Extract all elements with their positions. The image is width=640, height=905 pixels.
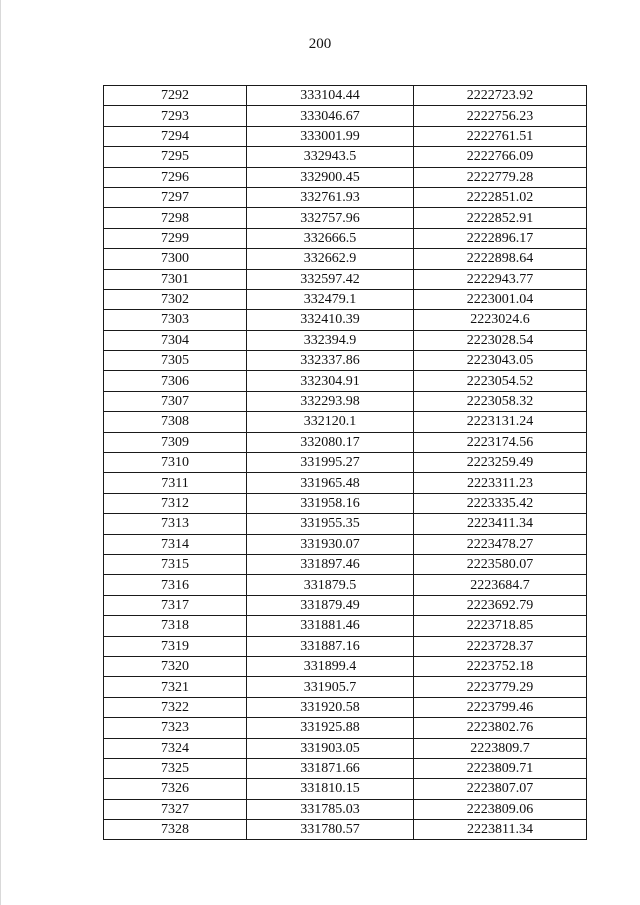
x-coordinate-cell: 332943.5 bbox=[247, 147, 414, 167]
y-coordinate-cell: 2222898.64 bbox=[414, 249, 587, 269]
page-left-edge bbox=[0, 0, 1, 905]
y-coordinate-cell: 2222756.23 bbox=[414, 106, 587, 126]
x-coordinate-cell: 331965.48 bbox=[247, 473, 414, 493]
x-coordinate-cell: 331780.57 bbox=[247, 820, 414, 840]
table-row bbox=[104, 554, 587, 574]
x-coordinate-cell: 332337.86 bbox=[247, 351, 414, 371]
y-coordinate-cell: 2223028.54 bbox=[414, 330, 587, 350]
x-coordinate-cell: 332293.98 bbox=[247, 391, 414, 411]
y-coordinate-cell: 2223174.56 bbox=[414, 432, 587, 452]
x-coordinate-cell: 333104.44 bbox=[247, 86, 414, 106]
table-row bbox=[104, 351, 587, 371]
table-row bbox=[104, 575, 587, 595]
y-coordinate-cell: 2223058.32 bbox=[414, 391, 587, 411]
point-number-cell: 7301 bbox=[104, 269, 247, 289]
y-coordinate-cell: 2223684.7 bbox=[414, 575, 587, 595]
point-number-cell: 7310 bbox=[104, 453, 247, 473]
point-number-cell: 7316 bbox=[104, 575, 247, 595]
x-coordinate-cell: 332597.42 bbox=[247, 269, 414, 289]
y-coordinate-cell: 2223692.79 bbox=[414, 595, 587, 615]
table-row bbox=[104, 371, 587, 391]
table-row bbox=[104, 758, 587, 778]
x-coordinate-cell: 332666.5 bbox=[247, 228, 414, 248]
y-coordinate-cell: 2223809.06 bbox=[414, 799, 587, 819]
table-row bbox=[104, 779, 587, 799]
y-coordinate-cell: 2223809.71 bbox=[414, 758, 587, 778]
point-number-cell: 7295 bbox=[104, 147, 247, 167]
x-coordinate-cell: 331810.15 bbox=[247, 779, 414, 799]
point-number-cell: 7312 bbox=[104, 493, 247, 513]
y-coordinate-cell: 2222851.02 bbox=[414, 187, 587, 207]
y-coordinate-cell: 2223411.34 bbox=[414, 514, 587, 534]
y-coordinate-cell: 2223752.18 bbox=[414, 656, 587, 676]
x-coordinate-cell: 331925.88 bbox=[247, 718, 414, 738]
x-coordinate-cell: 332900.45 bbox=[247, 167, 414, 187]
x-coordinate-cell: 331879.5 bbox=[247, 575, 414, 595]
y-coordinate-cell: 2222723.92 bbox=[414, 86, 587, 106]
table-row bbox=[104, 677, 587, 697]
point-number-cell: 7304 bbox=[104, 330, 247, 350]
point-number-cell: 7293 bbox=[104, 106, 247, 126]
x-coordinate-cell: 332120.1 bbox=[247, 412, 414, 432]
coordinates-table bbox=[103, 85, 587, 840]
x-coordinate-cell: 331881.46 bbox=[247, 616, 414, 636]
y-coordinate-cell: 2223580.07 bbox=[414, 554, 587, 574]
table-row bbox=[104, 228, 587, 248]
point-number-cell: 7328 bbox=[104, 820, 247, 840]
y-coordinate-cell: 2222779.28 bbox=[414, 167, 587, 187]
y-coordinate-cell: 2223001.04 bbox=[414, 289, 587, 309]
point-number-cell: 7307 bbox=[104, 391, 247, 411]
table-row bbox=[104, 310, 587, 330]
table-row bbox=[104, 86, 587, 106]
y-coordinate-cell: 2223799.46 bbox=[414, 697, 587, 717]
point-number-cell: 7305 bbox=[104, 351, 247, 371]
y-coordinate-cell: 2223809.7 bbox=[414, 738, 587, 758]
point-number-cell: 7326 bbox=[104, 779, 247, 799]
x-coordinate-cell: 331903.05 bbox=[247, 738, 414, 758]
y-coordinate-cell: 2223054.52 bbox=[414, 371, 587, 391]
point-number-cell: 7294 bbox=[104, 126, 247, 146]
y-coordinate-cell: 2222943.77 bbox=[414, 269, 587, 289]
table-row bbox=[104, 432, 587, 452]
y-coordinate-cell: 2223024.6 bbox=[414, 310, 587, 330]
table-row bbox=[104, 126, 587, 146]
coordinates-table-body bbox=[104, 86, 587, 840]
x-coordinate-cell: 331879.49 bbox=[247, 595, 414, 615]
x-coordinate-cell: 333001.99 bbox=[247, 126, 414, 146]
x-coordinate-cell: 331920.58 bbox=[247, 697, 414, 717]
point-number-cell: 7302 bbox=[104, 289, 247, 309]
x-coordinate-cell: 332757.96 bbox=[247, 208, 414, 228]
point-number-cell: 7324 bbox=[104, 738, 247, 758]
table-row bbox=[104, 493, 587, 513]
point-number-cell: 7300 bbox=[104, 249, 247, 269]
table-row bbox=[104, 147, 587, 167]
table-row bbox=[104, 616, 587, 636]
x-coordinate-cell: 331930.07 bbox=[247, 534, 414, 554]
y-coordinate-cell: 2223478.27 bbox=[414, 534, 587, 554]
x-coordinate-cell: 331995.27 bbox=[247, 453, 414, 473]
point-number-cell: 7319 bbox=[104, 636, 247, 656]
table-row bbox=[104, 167, 587, 187]
y-coordinate-cell: 2223131.24 bbox=[414, 412, 587, 432]
x-coordinate-cell: 332479.1 bbox=[247, 289, 414, 309]
point-number-cell: 7314 bbox=[104, 534, 247, 554]
point-number-cell: 7296 bbox=[104, 167, 247, 187]
point-number-cell: 7321 bbox=[104, 677, 247, 697]
table-row bbox=[104, 514, 587, 534]
y-coordinate-cell: 2222852.91 bbox=[414, 208, 587, 228]
point-number-cell: 7327 bbox=[104, 799, 247, 819]
y-coordinate-cell: 2223311.23 bbox=[414, 473, 587, 493]
x-coordinate-cell: 331905.7 bbox=[247, 677, 414, 697]
table-row bbox=[104, 738, 587, 758]
point-number-cell: 7315 bbox=[104, 554, 247, 574]
x-coordinate-cell: 331887.16 bbox=[247, 636, 414, 656]
table-row bbox=[104, 697, 587, 717]
y-coordinate-cell: 2222761.51 bbox=[414, 126, 587, 146]
x-coordinate-cell: 333046.67 bbox=[247, 106, 414, 126]
point-number-cell: 7297 bbox=[104, 187, 247, 207]
y-coordinate-cell: 2223335.42 bbox=[414, 493, 587, 513]
x-coordinate-cell: 332394.9 bbox=[247, 330, 414, 350]
y-coordinate-cell: 2223802.76 bbox=[414, 718, 587, 738]
point-number-cell: 7318 bbox=[104, 616, 247, 636]
point-number-cell: 7298 bbox=[104, 208, 247, 228]
x-coordinate-cell: 331955.35 bbox=[247, 514, 414, 534]
point-number-cell: 7322 bbox=[104, 697, 247, 717]
x-coordinate-cell: 331899.4 bbox=[247, 656, 414, 676]
table-row bbox=[104, 718, 587, 738]
point-number-cell: 7320 bbox=[104, 656, 247, 676]
y-coordinate-cell: 2223259.49 bbox=[414, 453, 587, 473]
point-number-cell: 7299 bbox=[104, 228, 247, 248]
table-row bbox=[104, 269, 587, 289]
y-coordinate-cell: 2223811.34 bbox=[414, 820, 587, 840]
point-number-cell: 7313 bbox=[104, 514, 247, 534]
table-row bbox=[104, 391, 587, 411]
y-coordinate-cell: 2222766.09 bbox=[414, 147, 587, 167]
table-row bbox=[104, 412, 587, 432]
table-row bbox=[104, 820, 587, 840]
x-coordinate-cell: 332662.9 bbox=[247, 249, 414, 269]
x-coordinate-cell: 331897.46 bbox=[247, 554, 414, 574]
x-coordinate-cell: 332080.17 bbox=[247, 432, 414, 452]
table-row bbox=[104, 453, 587, 473]
table-row bbox=[104, 636, 587, 656]
point-number-cell: 7292 bbox=[104, 86, 247, 106]
point-number-cell: 7309 bbox=[104, 432, 247, 452]
table-row bbox=[104, 799, 587, 819]
table-row bbox=[104, 187, 587, 207]
x-coordinate-cell: 331958.16 bbox=[247, 493, 414, 513]
table-row bbox=[104, 656, 587, 676]
y-coordinate-cell: 2223718.85 bbox=[414, 616, 587, 636]
table-row bbox=[104, 534, 587, 554]
x-coordinate-cell: 332410.39 bbox=[247, 310, 414, 330]
point-number-cell: 7325 bbox=[104, 758, 247, 778]
page-number: 200 bbox=[308, 36, 332, 52]
table-row bbox=[104, 106, 587, 126]
y-coordinate-cell: 2222896.17 bbox=[414, 228, 587, 248]
y-coordinate-cell: 2223807.07 bbox=[414, 779, 587, 799]
table-row bbox=[104, 595, 587, 615]
x-coordinate-cell: 331871.66 bbox=[247, 758, 414, 778]
table-row bbox=[104, 289, 587, 309]
x-coordinate-cell: 332304.91 bbox=[247, 371, 414, 391]
point-number-cell: 7303 bbox=[104, 310, 247, 330]
x-coordinate-cell: 331785.03 bbox=[247, 799, 414, 819]
point-number-cell: 7306 bbox=[104, 371, 247, 391]
table-row bbox=[104, 473, 587, 493]
point-number-cell: 7308 bbox=[104, 412, 247, 432]
x-coordinate-cell: 332761.93 bbox=[247, 187, 414, 207]
y-coordinate-cell: 2223779.29 bbox=[414, 677, 587, 697]
table-row bbox=[104, 249, 587, 269]
point-number-cell: 7323 bbox=[104, 718, 247, 738]
y-coordinate-cell: 2223043.05 bbox=[414, 351, 587, 371]
table-row bbox=[104, 208, 587, 228]
table-row bbox=[104, 330, 587, 350]
point-number-cell: 7317 bbox=[104, 595, 247, 615]
point-number-cell: 7311 bbox=[104, 473, 247, 493]
y-coordinate-cell: 2223728.37 bbox=[414, 636, 587, 656]
